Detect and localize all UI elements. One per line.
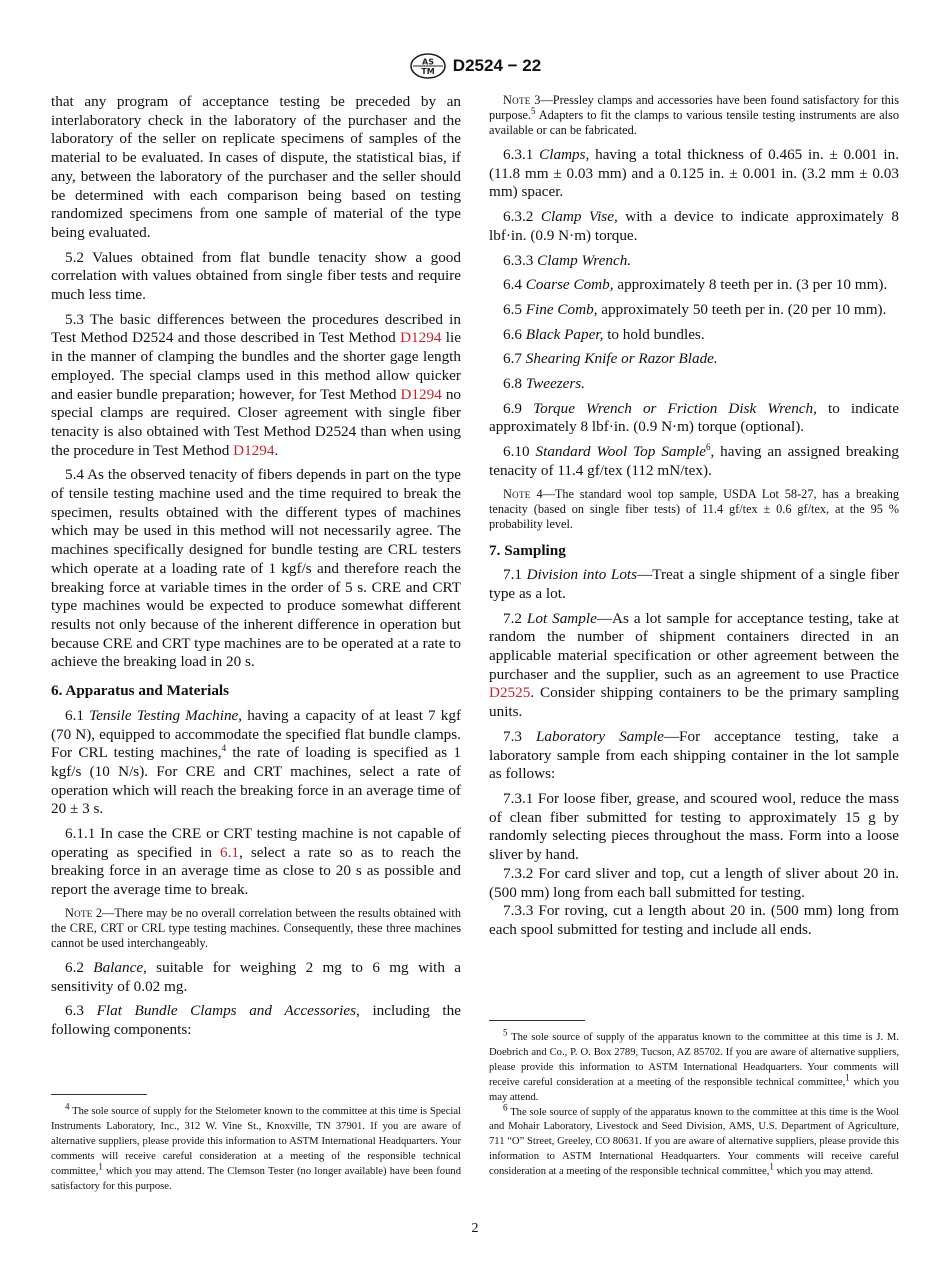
right-column	[489, 93, 899, 946]
paragraph-6-3: 6.3 Flat Bundle Clamps and Accessories, including the following components:	[51, 1002, 461, 1038]
paragraph-7-1: 7.1 Division into Lots—Treat a single shipment of a single fiber type as a lot.	[489, 566, 900, 602]
footnote-4: $^4$ The sole source of supply for the Stelometer known to the committee at this time is Special Instruments Laboratory, Inc., 312 W. Vine St., Knoxville, TN 37901. If you are aware of alternative suppliers, please provide this information to ASTM International Headquarters. Your comments will receive careful consideration at a meeting of the responsible technical committee,$^1$ which you may attend. The Clemson Tester (no longer available) have been found satisfactory for this purpose.	[51, 1101, 461, 1192]
paragraph-7-3-2: 7.3.2 For card sliver and top, cut a length of sliver about 20 in. (500 mm) long from each ball submitted for testing.	[489, 864, 899, 901]
link-d1294[interactable]: D1294	[400, 385, 442, 403]
paragraph-6-4: 6.4 Coarse Comb, approximately 8 teeth per in. (3 per 10 mm).	[503, 276, 888, 294]
footnotes-right	[489, 1020, 899, 1180]
paragraph-6-2: 6.2 Balance, suitable for weighing 2 mg to 6 mg with a sensitivity of 0.02 mg.	[51, 958, 461, 995]
section-heading-7: 7. Sampling	[489, 541, 566, 559]
svg-text:AS: AS	[421, 57, 434, 67]
paragraph-6-3-2: 6.3.2 Clamp Vise, with a device to indicate approximately 8 lbf·in. (0.9 N·m) torque.	[489, 208, 900, 244]
note-2: Note 2—There may be no overall correlation between the results obtained with the CRE, CRT or CRL type testing machines. Consequently, these three machines cannot be used interchangeably.	[51, 905, 461, 950]
paragraph-7-2: 7.2 Lot Sample—As a lot sample for acceptance testing, take at random the number of shipment containers directed in an applicable material specification or other agreement between the purchaser and the supplier, such as an agreement to use Practice D2525. Consider shipping containers to be the primary sampling units.	[489, 609, 899, 721]
paragraph-6-10: 6.10 Standard Wool Top Sample$^6$, having an assigned breaking tenacity of 11.4 gf/tex (112 mN/tex).	[489, 442, 900, 479]
paragraph-5-3: 5.3 The basic differences between the procedures described in Test Method D2524 and those described in Test Method D1294 lie in the manner of clamping the bundles and the shorter gage length employed. The special clamps used in this method allow quicker and easier bundle preparation; however, for Test Method D1294 no special clamps are required. Closer agreement with single fiber tenacity is also obtained with Test Method D2524 than when using the procedure in Test Method D1294.	[51, 310, 462, 459]
paragraph-6-8: 6.8 Tweezers.	[503, 375, 585, 393]
footnotes-left	[51, 1094, 461, 1194]
note-3: Note 3—Pressley clamps and accessories have been found satisfactory for this purpose.$^5$ Adapters to fit the clamps to various tensile testing instruments are also available or can be fabricated.	[489, 93, 899, 137]
link-d2525[interactable]: D2525	[489, 684, 531, 702]
svg-text:TM: TM	[421, 67, 435, 76]
paragraph-5-4: 5.4 As the observed tenacity of fibers depends in part on the type of tensile testing machine used and the time required to break the specimen, results obtained with the different types of machines which may be used in this method will not necessarily agree. The machines specifically designed for bundle testing are CRL testers which operate at a loading rate of 1 kgf/s and therefore reach the breaking force at variable times in the order of 5 s. CRE and CRT type machines would be expected to produce somewhat different results not only because of the inherent difference in operation but because CRE and CRT type machines are to be operated at a rate to achieve the breaking load in 20 s.	[51, 466, 461, 671]
paragraph-6-3-3: 6.3.3 Clamp Wrench.	[503, 251, 632, 269]
page-header	[0, 52, 950, 80]
section-heading-6: 6. Apparatus and Materials	[51, 682, 230, 700]
paragraph-6-9: 6.9 Torque Wrench or Friction Disk Wrench, to indicate approximately 8 lbf·in. (0.9 N·m) torque (optional).	[489, 399, 899, 436]
paragraph-6-1: 6.1 Tensile Testing Machine, having a capacity of at least 7 kgf (70 N), equipped to accommodate the specified flat bundle clamps. For CRL testing machines,$^4$ the rate of loading is specified as 1 kgf/s (10 N/s). For CRE and CRT machines, select a rate of operation which will reach the breaking force in an average time of 20 ± 3 s.	[51, 706, 461, 818]
paragraph-6-7: 6.7 Shearing Knife or Razor Blade.	[503, 350, 718, 368]
paragraph-6-5: 6.5 Fine Comb, approximately 50 teeth per in. (20 per 10 mm).	[503, 300, 887, 318]
paragraph-7-3-1: 7.3.1 For loose fiber, grease, and scoured wool, reduce the mass of clean fiber submitted for testing to approximately 15 g by randomly selecting pieces throughout the mass. Form into a loose sliver by hand.	[489, 789, 899, 864]
link-d1294[interactable]: D1294	[400, 329, 442, 347]
footnote-divider	[51, 1094, 147, 1095]
page-number: 2	[471, 1221, 479, 1236]
paragraph-continued: that any program of acceptance testing be preceded by an interlaboratory check in the laboratory of the purchaser and the laboratory of the seller on replicate specimens of samples of the material to be evaluated. In cases of dispute, the statistical bias, if any, between the laboratory of the purchaser and the seller should be determined with each comparison being based on testing randomized specimens from one sample of material of the type being evaluated.	[51, 93, 461, 241]
astm-logo-icon	[409, 52, 447, 80]
paragraph-5-2: 5.2 Values obtained from flat bundle tenacity show a good correlation with values obtained from single fiber tests and require much less time.	[51, 248, 461, 304]
paragraph-7-3: 7.3 Laboratory Sample—For acceptance testing, take a laboratory sample from each shipping container in the lot sample as follows:	[489, 727, 899, 783]
link-6-1[interactable]: 6.1	[220, 843, 239, 861]
paragraph-7-3-3: 7.3.3 For roving, cut a length about 20 in. (500 mm) long from each spool submitted for testing and include all ends.	[489, 902, 899, 938]
link-d1294[interactable]: D1294	[233, 441, 275, 459]
standard-designation: D2524 − 22	[452, 56, 542, 75]
paragraph-6-3-1: 6.3.1 Clamps, having a total thickness of 0.465 in. ± 0.001 in. (11.8 mm ± 0.03 mm) and a 0.125 in. ± 0.001 in. (3.2 mm ± 0.03 mm) spacer.	[489, 146, 899, 201]
footnote-5: $^5$ The sole source of supply of the apparatus known to the committee at this time is J. M. Doebrich and Co., P. O. Box 2789, Tucson, AZ 85702. If you are aware of alternative suppliers, please provide this information to ASTM International Headquarters. Your comments will receive careful consideration at a meeting of the responsible technical committee,$^1$ which you may attend.	[489, 1027, 899, 1103]
left-column	[51, 93, 461, 1046]
footnote-divider	[489, 1020, 585, 1021]
footnote-6: $^6$ The sole source of supply of the apparatus known to the committee at this time is the Wool and Mohair Laboratory, Livestock and Seed Division, AMS, U.S. Department of Agriculture, 711 “O” Street, Greeley, CO 80631. If you are aware of alternative suppliers, please provide this information to ASTM International Headquarters. Your comments will receive careful consideration at a meeting of the responsible technical committee,$^1$ which you may attend.	[489, 1102, 899, 1178]
paragraph-6-6: 6.6 Black Paper, to hold bundles.	[503, 325, 705, 343]
paragraph-6-1-1: 6.1.1 In case the CRE or CRT testing machine is not capable of operating as specified in 6.1, select a rate so as to reach the breaking force in an average time as close to 20 s as possible and report the average time to break.	[51, 825, 461, 899]
note-4: Note 4—The standard wool top sample, USDA Lot 58-27, has a breaking tenacity (based on single fiber tests) of 11.4 gf/tex ± 0.6 gf/tex, at the 95 % probability level.	[489, 486, 899, 531]
